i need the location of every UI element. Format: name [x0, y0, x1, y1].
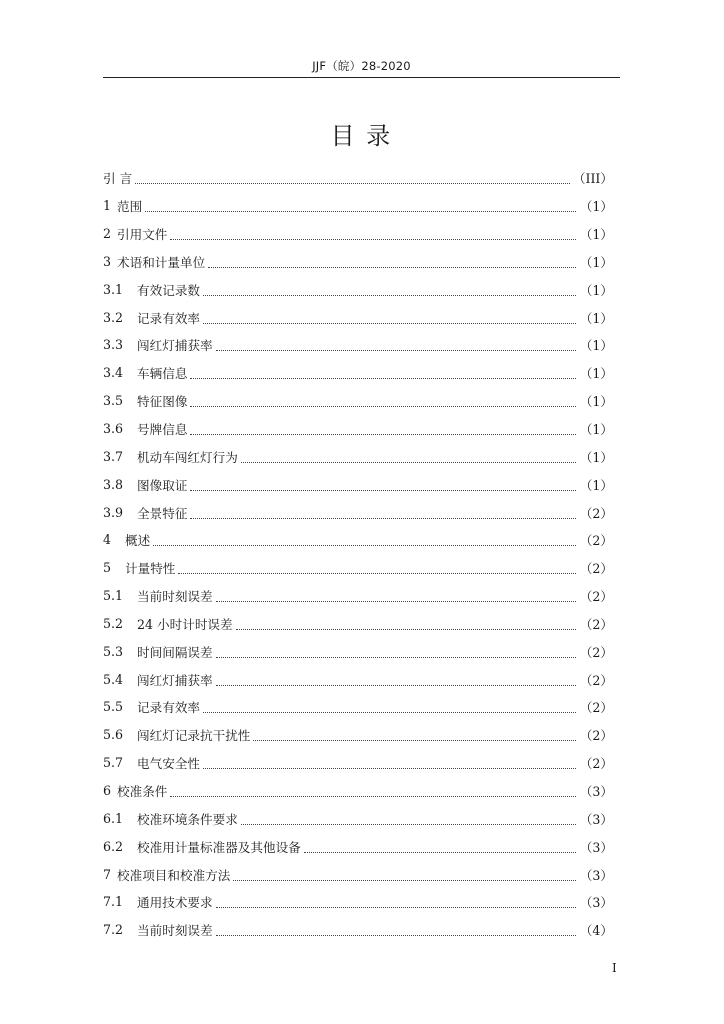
toc-entry-title: 时间间隔误差	[137, 644, 213, 660]
toc-entry-number: 7.1	[103, 894, 124, 910]
toc-entry-title: 校准条件	[117, 783, 168, 799]
toc-entry-number: 3.2	[103, 309, 124, 325]
toc-entry-title: 校准环境条件要求	[137, 811, 238, 827]
toc-entry[interactable]	[103, 582, 613, 610]
toc-entry-title: 记录有效率	[137, 310, 200, 326]
toc-entry[interactable]	[103, 303, 613, 331]
toc-dot-leader	[216, 647, 576, 658]
toc-entry-title: 全景特征	[137, 505, 188, 521]
toc-dot-leader	[216, 591, 576, 602]
toc-dot-leader	[241, 452, 576, 463]
toc-entry-page: （III）	[572, 171, 613, 187]
toc-entry-title: 闯红灯记录抗干扰性	[137, 728, 251, 744]
toc-entry-number: 5.2	[103, 615, 124, 631]
toc-entry-number: 3.4	[103, 365, 124, 381]
toc-entry[interactable]	[103, 832, 613, 860]
toc-entry-title: 当前时刻误差	[137, 589, 213, 605]
toc-entry-page: （3）	[579, 867, 613, 883]
toc-entry-number: 6.1	[103, 810, 124, 826]
toc-entry[interactable]	[103, 164, 613, 192]
toc-entry-title: 概述	[125, 533, 151, 549]
toc-dot-leader	[135, 173, 570, 184]
page-title: 目 录	[330, 122, 393, 150]
toc-entry-title: 车辆信息	[137, 366, 188, 382]
toc-dot-leader	[203, 702, 576, 713]
toc-entry-title: 范围	[117, 199, 143, 215]
toc-entry-number: 6	[103, 782, 112, 798]
toc-entry-title: 24 小时计时误差	[137, 616, 233, 632]
toc-dot-leader	[203, 285, 576, 296]
toc-entry-number: 3.1	[103, 281, 124, 297]
toc-entry-title: 引 言	[103, 171, 133, 187]
toc-dot-leader	[190, 480, 576, 491]
toc-dot-leader	[253, 730, 576, 741]
toc-entry-title: 术语和计量单位	[117, 254, 206, 270]
toc-dot-leader	[216, 340, 576, 351]
toc-entry-page: （1）	[579, 366, 613, 382]
header-divider	[103, 77, 620, 78]
toc-entry-page: （2）	[579, 700, 613, 716]
toc-entry[interactable]	[103, 749, 613, 777]
toc-entry-title: 校准用计量标准器及其他设备	[137, 839, 301, 855]
toc-entry[interactable]	[103, 804, 613, 832]
toc-entry-page: （3）	[579, 783, 613, 799]
toc-entry-page: （2）	[579, 533, 613, 549]
toc-entry-title: 当前时刻误差	[137, 923, 213, 939]
toc-entry[interactable]	[103, 693, 613, 721]
toc-entry-page: （2）	[579, 728, 613, 744]
toc-dot-leader	[241, 814, 576, 825]
table-of-contents	[103, 164, 613, 944]
toc-entry-number: 3	[103, 253, 112, 269]
toc-entry-page: （2）	[579, 505, 613, 521]
toc-dot-leader	[190, 368, 576, 379]
toc-entry-page: （1）	[579, 449, 613, 465]
toc-entry-page: （2）	[579, 616, 613, 632]
toc-entry-number: 5.4	[103, 671, 124, 687]
toc-entry-title: 引用文件	[117, 227, 168, 243]
toc-entry[interactable]	[103, 275, 613, 303]
toc-entry[interactable]	[103, 554, 613, 582]
toc-dot-leader	[190, 508, 576, 519]
toc-entry-page: （2）	[579, 644, 613, 660]
toc-dot-leader	[153, 535, 576, 546]
toc-entry[interactable]	[103, 721, 613, 749]
toc-entry-page: （1）	[579, 227, 613, 243]
toc-entry-title: 通用技术要求	[137, 895, 213, 911]
toc-dot-leader	[190, 424, 576, 435]
toc-entry[interactable]	[103, 637, 613, 665]
toc-entry[interactable]	[103, 610, 613, 638]
toc-entry[interactable]	[103, 331, 613, 359]
toc-entry-page: （1）	[579, 422, 613, 438]
toc-entry[interactable]	[103, 359, 613, 387]
toc-entry[interactable]	[103, 665, 613, 693]
toc-entry-title: 号牌信息	[137, 422, 188, 438]
toc-entry[interactable]	[103, 498, 613, 526]
toc-entry-title: 电气安全性	[137, 756, 200, 772]
toc-entry-page: （1）	[579, 254, 613, 270]
toc-entry-title: 图像取证	[137, 477, 188, 493]
toc-entry-title: 闯红灯捕获率	[137, 672, 213, 688]
toc-entry-number: 5.1	[103, 588, 124, 604]
toc-entry-title: 机动车闯红灯行为	[137, 449, 238, 465]
toc-entry-title: 闯红灯捕获率	[137, 338, 213, 354]
toc-entry-number: 2	[103, 226, 112, 242]
toc-entry[interactable]	[103, 777, 613, 805]
toc-entry-number: 6.2	[103, 838, 124, 854]
toc-dot-leader	[304, 842, 576, 853]
toc-entry-number: 4	[103, 532, 112, 548]
toc-entry-page: （3）	[579, 839, 613, 855]
toc-entry-number: 7.2	[103, 922, 124, 938]
toc-entry-number: 5.5	[103, 699, 124, 715]
toc-entry[interactable]	[103, 470, 613, 498]
toc-entry[interactable]	[103, 526, 613, 554]
toc-entry-number: 5.3	[103, 643, 124, 659]
toc-entry-number: 3.6	[103, 421, 124, 437]
toc-entry-page: （2）	[579, 561, 613, 577]
toc-entry-page: （1）	[579, 199, 613, 215]
toc-entry[interactable]	[103, 415, 613, 443]
toc-dot-leader	[208, 257, 576, 268]
toc-entry-number: 5	[103, 560, 112, 576]
toc-entry-title: 记录有效率	[137, 700, 200, 716]
page-number: I	[612, 961, 617, 975]
toc-dot-leader	[178, 563, 576, 574]
toc-dot-leader	[190, 396, 576, 407]
toc-entry[interactable]	[103, 387, 613, 415]
toc-entry-page: （4）	[579, 923, 613, 939]
toc-dot-leader	[145, 201, 576, 212]
toc-dot-leader	[216, 925, 576, 936]
toc-entry-number: 5.7	[103, 755, 124, 771]
toc-entry[interactable]	[103, 860, 613, 888]
toc-entry-number: 3.5	[103, 393, 124, 409]
toc-entry[interactable]	[103, 888, 613, 916]
toc-entry-title: 特征图像	[137, 394, 188, 410]
toc-entry-title: 有效记录数	[137, 282, 200, 298]
toc-entry-page: （3）	[579, 895, 613, 911]
toc-entry-number: 3.8	[103, 476, 124, 492]
toc-entry-page: （2）	[579, 589, 613, 605]
toc-entry-page: （1）	[579, 282, 613, 298]
toc-dot-leader	[233, 870, 576, 881]
toc-entry[interactable]	[103, 442, 613, 470]
toc-dot-leader	[203, 313, 576, 324]
toc-entry-number: 7	[103, 866, 112, 882]
toc-entry-number: 3.9	[103, 504, 124, 520]
toc-dot-leader	[236, 619, 576, 630]
toc-dot-leader	[216, 675, 576, 686]
toc-dot-leader	[216, 897, 576, 908]
toc-entry-page: （2）	[579, 672, 613, 688]
toc-entry-number: 3.3	[103, 337, 124, 353]
toc-entry-page: （1）	[579, 310, 613, 326]
toc-dot-leader	[170, 786, 576, 797]
toc-entry-page: （2）	[579, 756, 613, 772]
toc-entry[interactable]	[103, 916, 613, 944]
toc-dot-leader	[203, 758, 576, 769]
toc-entry-number: 1	[103, 198, 112, 214]
toc-entry[interactable]	[103, 192, 613, 220]
toc-entry-number: 3.7	[103, 448, 124, 464]
toc-entry-title: 校准项目和校准方法	[117, 867, 231, 883]
toc-entry[interactable]	[103, 248, 613, 276]
toc-entry-number: 5.6	[103, 727, 124, 743]
toc-entry[interactable]	[103, 220, 613, 248]
toc-dot-leader	[170, 229, 576, 240]
toc-entry-page: （3）	[579, 811, 613, 827]
toc-entry-page: （1）	[579, 338, 613, 354]
document-code-header: JJF（皖）28-2020	[312, 59, 411, 73]
toc-entry-page: （1）	[579, 477, 613, 493]
toc-entry-title: 计量特性	[125, 561, 176, 577]
toc-entry-page: （1）	[579, 394, 613, 410]
